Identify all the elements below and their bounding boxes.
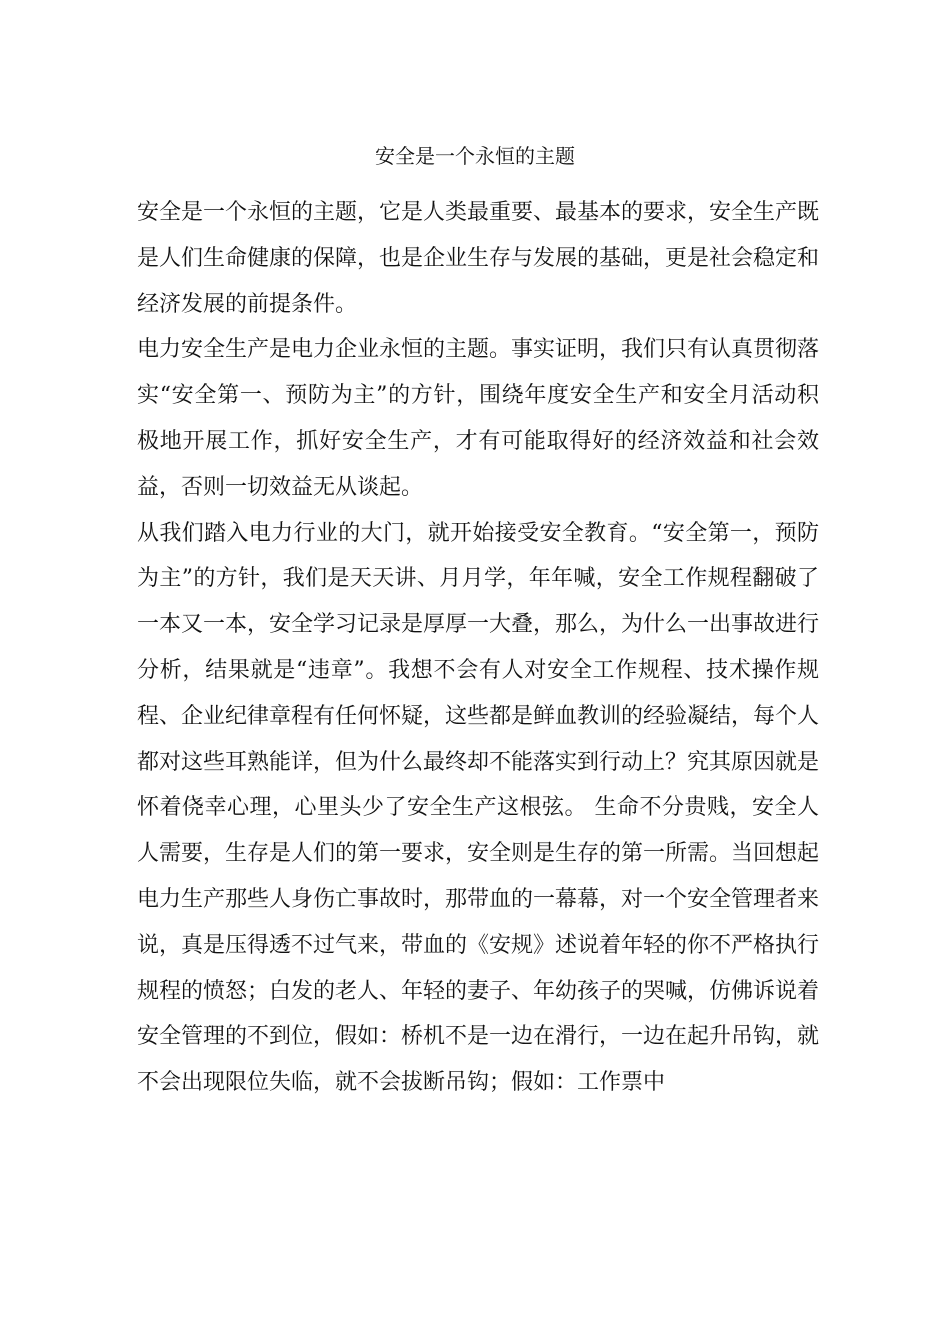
document-body xyxy=(137,190,819,1106)
document-title: 安全是一个永恒的主题 xyxy=(375,144,575,168)
paragraph: 安全是一个永恒的主题，它是人类最重要、最基本的要求，安全生产既是人们生命健康的保障，也是企业生存与发展的基础，更是社会稳定和经济发展的前提条件。 xyxy=(137,200,820,317)
paragraph: 电力安全生产是电力企业永恒的主题。事实证明，我们只有认真贯彻落实“安全第一、预防为主”的方针，围绕年度安全生产和安全月活动积极地开展工作，抓好安全生产，才有可能取得好的经济效益和社会效益，否则一切效益无从谈起。 xyxy=(137,337,820,500)
paragraph: 从我们踏入电力行业的大门，就开始接受安全教育。“安全第一，预防为主”的方针，我们是天天讲、月月学，年年喊，安全工作规程翻破了一本又一本，安全学习记录是厚厚一大叠，那么，为什么一出事故进行分析，结果就是“违章”。我想不会有人对安全工作规程、技术操作规程、企业纪律章程有任何怀疑，这些都是鲜血教训的经验凝结，每个人都对这些耳熟能详，但为什么最终却不能落实到行动上？究其原因就是怀着侥幸心理，心里头少了安全生产这根弦。 生命不分贵贱，安全人人需要，生存是人们的第一要求，安全则是生存的第一所需。当回想起电力生产那些人身伤亡事故时，那带血的一幕幕，对一个安全管理者来说，真是压得透不过气来，带血的《安规》述说着年轻的你不严格执行规程的愤怒；白发的老人、年轻的妻子、年幼孩子的哭喊，仿佛诉说着安全管理的不到位，假如：桥机不是一边在滑行，一边在起升吊钩，就不会出现限位失临，就不会拔断吊钩；假如：工作票中 xyxy=(137,520,820,1096)
